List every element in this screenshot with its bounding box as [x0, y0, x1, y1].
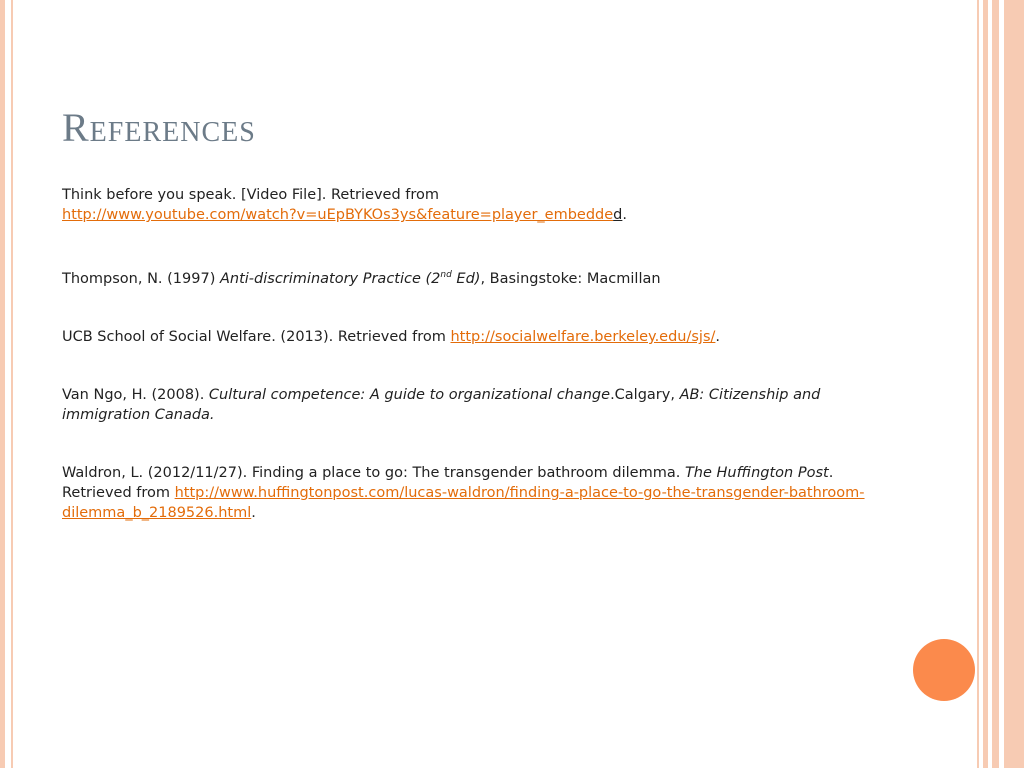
reference-1-line-2 — [62, 205, 867, 225]
reference-4-mid: .Calgary, — [610, 387, 680, 403]
decorative-circle — [913, 639, 975, 701]
reference-4-title: Cultural competence: A guide to organizational change — [208, 387, 611, 403]
reference-5-end: . — [251, 505, 256, 521]
reference-2 — [62, 269, 867, 289]
right-border-line-2 — [983, 0, 988, 768]
reference-2-title-end: Ed) — [451, 271, 481, 287]
reference-3-link[interactable]: http://socialwelfare.berkeley.edu/sjs/ — [450, 329, 716, 345]
reference-2-title: Anti-discriminatory Practice (2 — [219, 271, 441, 287]
reference-4 — [62, 385, 867, 425]
right-border-line-1 — [977, 0, 979, 768]
reference-3-text: UCB School of Social Welfare. (2013). Retrieved from — [62, 329, 451, 345]
right-border-strip — [1004, 0, 1024, 768]
reference-3-end: . — [715, 329, 721, 345]
reference-4-publisher: AB: Citizenship and immigration Canada. — [62, 387, 821, 423]
reference-1-end: . — [622, 207, 627, 223]
reference-2-sup: nd — [440, 270, 452, 281]
reference-list — [62, 185, 867, 523]
reference-5-publication: The Huffington Post — [684, 465, 829, 481]
reference-2-rest: , Basingstoke: Macmillan — [480, 271, 661, 287]
right-border-line-3 — [992, 0, 999, 768]
slide-title: References — [62, 105, 256, 150]
reference-1-link-tail: d — [613, 207, 623, 223]
left-border-line — [11, 0, 13, 768]
reference-1-line-1: Think before you speak. [Video File]. Retrieved from — [62, 187, 440, 203]
reference-5-mid: . Retrieved from — [62, 465, 834, 501]
reference-5-link[interactable]: http://www.huffingtonpost.com/lucas-waldron/finding-a-place-to-go-the-transgender-bathroom-dilemma_b_2189526.html — [62, 485, 865, 521]
reference-2-author: Thompson, N. (1997) — [62, 271, 220, 287]
reference-5 — [62, 463, 867, 523]
left-border-strip — [0, 0, 5, 768]
reference-5-text: Waldron, L. (2012/11/27). Finding a place to go: The transgender bathroom dilemma. — [62, 465, 685, 481]
reference-4-author: Van Ngo, H. (2008). — [62, 387, 209, 403]
reference-1-link[interactable]: http://www.youtube.com/watch?v=uEpBYKOs3ys&feature=player_embedde — [62, 207, 614, 223]
reference-3 — [62, 327, 867, 347]
